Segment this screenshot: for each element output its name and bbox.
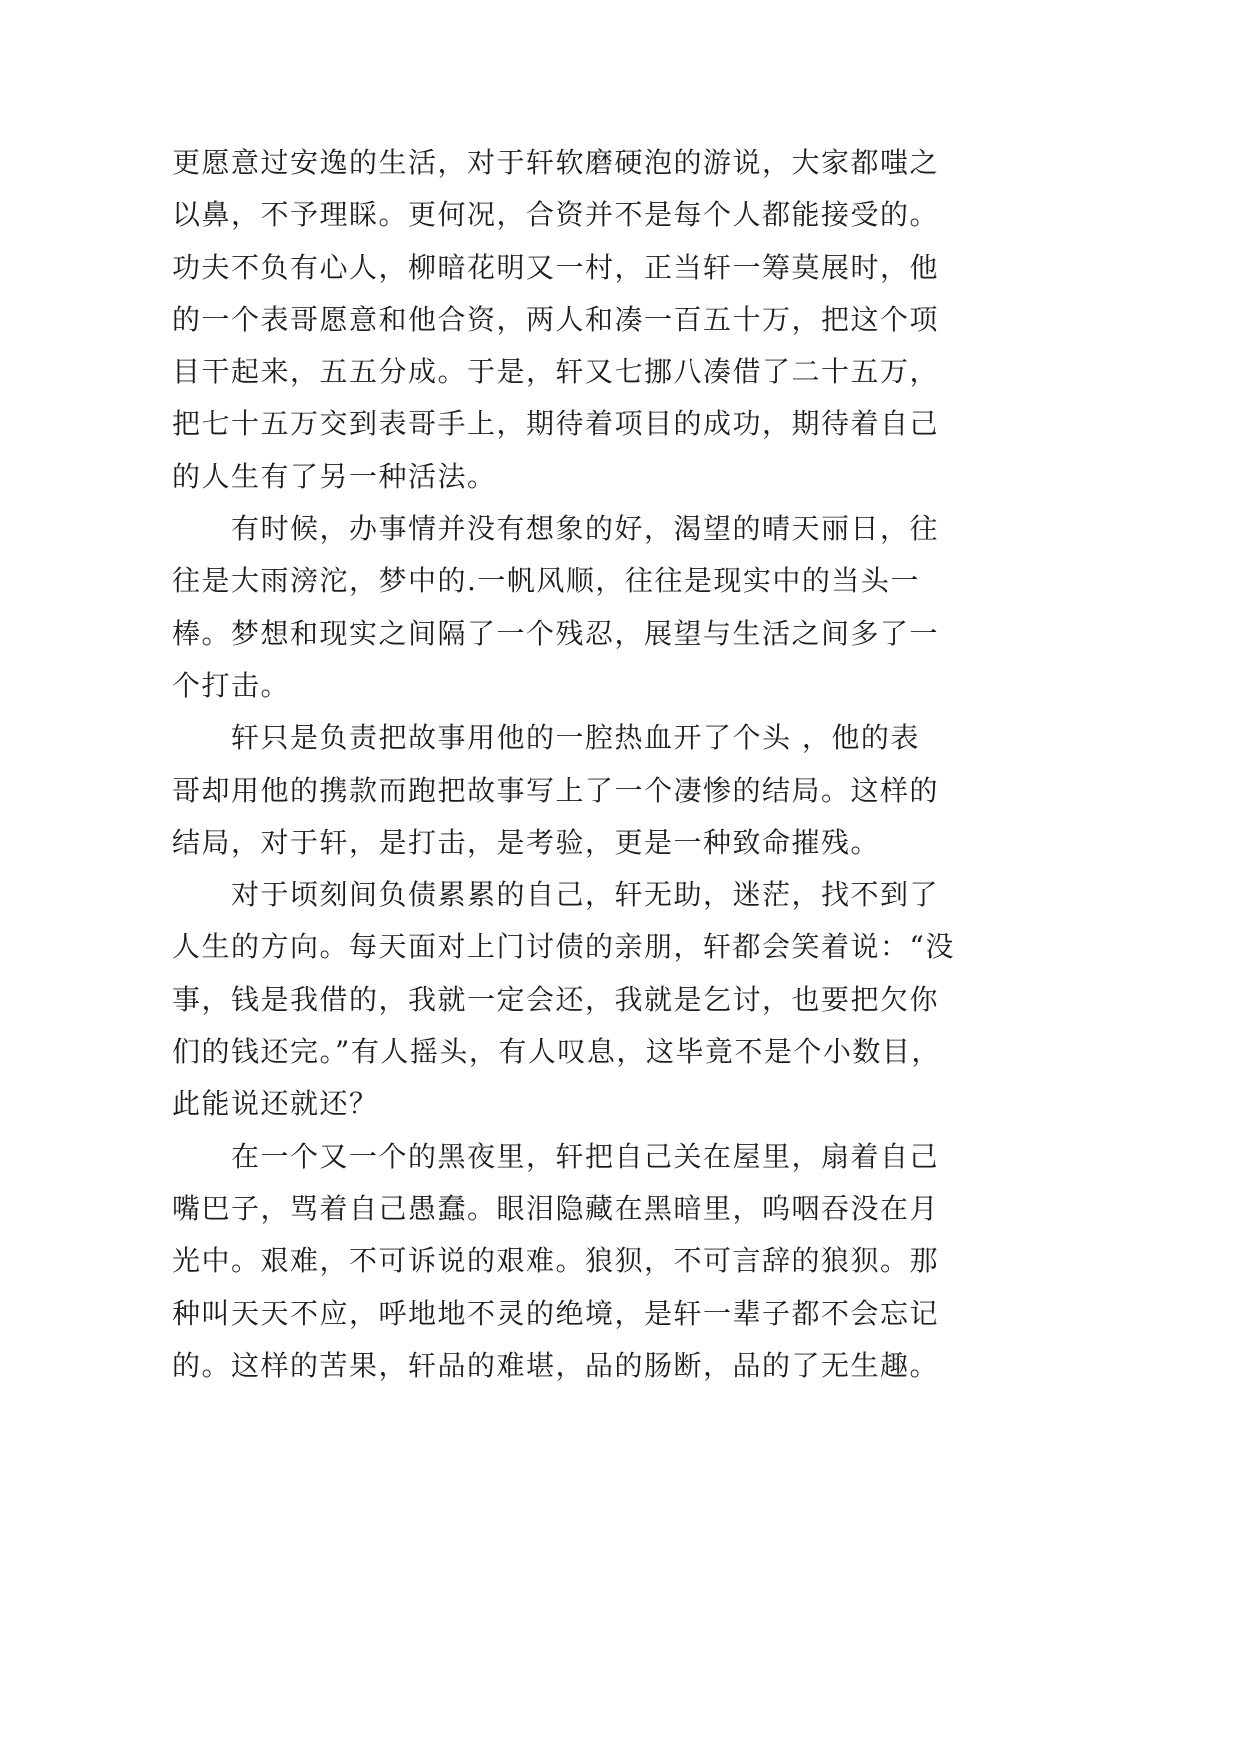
paragraph (172, 712, 992, 869)
text-line: 有时候，办事情并没有想象的好，渴望的晴天丽日，往 (231, 512, 940, 546)
text-line: 对于顷刻间负债累累的自己，轩无助，迷茫，找不到了 (231, 878, 940, 912)
text-line: 人生的方向。每天面对上门讨债的亲朋，轩都会笑着说：“没 (172, 930, 955, 964)
text-line: 个打击。 (172, 668, 291, 702)
text-line: 哥却用他的携款而跑把故事写上了一个凄惨的结局。这样的 (172, 773, 940, 807)
text-line: 们的钱还完。”有人摇头，有人叹息，这毕竟不是个小数目， (172, 1035, 941, 1069)
text-line: 的。这样的苦果，轩品的难堪，品的肠断，品的了无生趣。 (172, 1348, 940, 1382)
text-line: 种叫天天不应，呼地地不灵的绝境，是轩一辈子都不会忘记 (172, 1296, 940, 1330)
text-line: 的人生有了另一种活法。 (172, 459, 497, 493)
text-line: 的一个表哥愿意和他合资，两人和凑一百五十万，把这个项 (172, 302, 940, 336)
paragraph (172, 137, 992, 503)
text-line: 往是大雨滂沱，梦中的.一帆风顺，往往是现实中的当头一 (172, 564, 920, 598)
text-line: 棒。梦想和现实之间隔了一个残忍，展望与生活之间多了一 (172, 616, 940, 650)
paragraph (172, 1131, 992, 1392)
text-line: 把七十五万交到表哥手上，期待着项目的成功，期待着自己 (172, 407, 940, 441)
body-text (172, 137, 992, 1392)
text-line: 结局，对于轩，是打击，是考验，更是一种致命摧残。 (172, 825, 881, 859)
paragraph (172, 503, 992, 712)
text-line: 轩只是负责把故事用他的一腔热血开了个头 ，他的表 (231, 721, 920, 755)
text-line: 更愿意过安逸的生活，对于轩软磨硬泡的游说，大家都嗤之 (172, 146, 940, 179)
text-line: 在一个又一个的黑夜里，轩把自己关在屋里，扇着自己 (231, 1139, 940, 1173)
text-line: 目干起来，五五分成。于是，轩又七挪八凑借了二十五万， (172, 355, 940, 389)
paragraph (172, 869, 992, 1130)
text-line: 嘴巴子，骂着自己愚蠢。眼泪隐藏在黑暗里，呜咽吞没在月 (172, 1191, 940, 1225)
text-line: 功夫不负有心人，柳暗花明又一村，正当轩一筹莫展时，他 (172, 250, 940, 284)
text-line: 事，钱是我借的，我就一定会还，我就是乞讨，也要把欠你 (172, 982, 940, 1016)
text-line: 以鼻，不予理睬。更何况，合资并不是每个人都能接受的。 (172, 198, 940, 232)
text-line: 光中。艰难，不可诉说的艰难。狼狈，不可言辞的狼狈。那 (172, 1244, 940, 1278)
text-line: 此能说还就还？ (172, 1087, 379, 1121)
